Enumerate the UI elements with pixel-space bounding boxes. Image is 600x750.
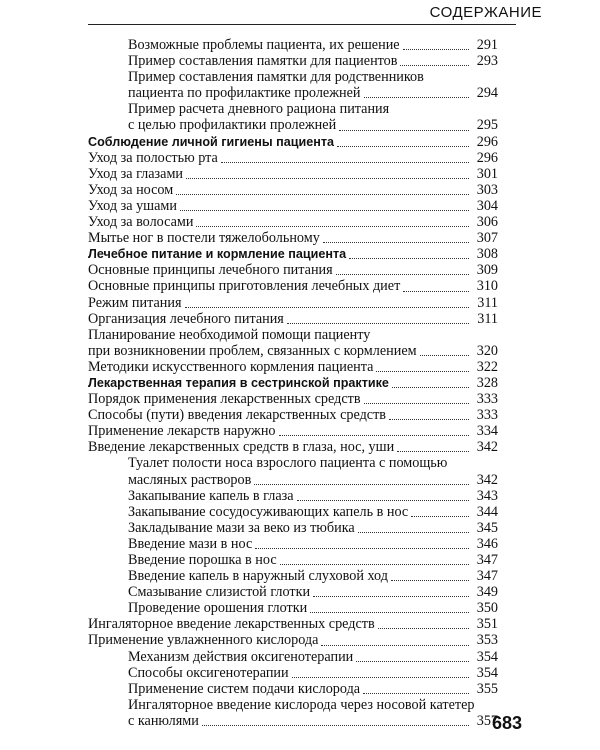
dot-leader: [287, 322, 469, 324]
dot-leader: [255, 547, 469, 549]
toc-entry: [88, 488, 498, 504]
toc-entry-page: 311: [477, 310, 498, 327]
toc-entry: [88, 262, 498, 278]
toc-entry-page: 357: [476, 712, 498, 729]
toc-entry-page: 295: [476, 117, 498, 134]
toc-entry-title: Способы оксигенотерапии: [128, 664, 289, 681]
toc-entry-title: Механизм действия оксигенотерапии: [128, 648, 354, 665]
toc-entry-page: 294: [476, 85, 498, 102]
toc-entry: [88, 632, 498, 648]
toc-entry-page: 334: [476, 423, 498, 440]
toc-entry: [88, 616, 498, 632]
toc-entry: [88, 37, 498, 53]
toc-entry-page: 320: [476, 342, 498, 359]
toc-entry-title: Закапывание капель в глаза: [128, 487, 294, 504]
toc-entry: [88, 552, 498, 568]
toc-entry-title: при возникновении проблем, связанных с кормлением: [88, 342, 417, 359]
dot-leader: [180, 209, 469, 211]
toc-entry-title: Лекарственная терапия в сестринской практике: [88, 375, 389, 390]
toc-entry-title: Введение мази в нос: [128, 535, 253, 552]
toc-entry: [88, 455, 498, 487]
dot-leader: [391, 579, 469, 581]
toc-entry: [88, 198, 498, 214]
dot-leader: [411, 515, 469, 517]
dot-leader: [254, 483, 469, 485]
toc-entry-title: Уход за полостью рта: [88, 149, 218, 166]
dot-leader: [378, 627, 469, 629]
toc-entry-title: Применение систем подачи кислорода: [128, 680, 361, 697]
toc-entry-page: 308: [476, 246, 498, 263]
toc-entry: [88, 359, 498, 375]
toc-entry-title: Введение капель в наружный слуховой ход: [128, 568, 388, 585]
toc-entry-title: Организация лечебного питания: [88, 310, 284, 327]
toc-entry: [88, 69, 498, 101]
toc-entry-page: 343: [476, 487, 498, 504]
toc-entry: [88, 407, 498, 423]
dot-leader: [313, 595, 469, 597]
toc-entry-title: Уход за волосами: [88, 214, 194, 231]
toc-entry-page: 304: [476, 197, 498, 214]
toc-entry-title: Закладывание мази за веко из тюбика: [128, 519, 355, 536]
toc-entry-title: Смазывание слизистой глотки: [128, 584, 311, 601]
toc-entry-title: Введение порошка в нос: [128, 552, 277, 568]
toc-entry-page: 291: [476, 37, 498, 53]
dot-leader: [397, 450, 469, 452]
dot-leader: [349, 257, 469, 259]
toc-entry: [88, 214, 498, 230]
dot-leader: [403, 48, 469, 50]
dot-leader: [339, 129, 469, 131]
dot-leader: [336, 273, 469, 275]
toc-entry: [88, 166, 498, 182]
toc-entry-page: 351: [476, 616, 498, 633]
toc-entry-title: Мытье ног в постели тяжелобольному: [88, 230, 320, 247]
toc-entry: [88, 697, 498, 729]
toc-entry: [88, 423, 498, 439]
dot-leader: [356, 660, 469, 662]
toc-entry-page: 328: [476, 374, 498, 391]
dot-leader: [403, 290, 469, 292]
toc-entry-page: 303: [476, 181, 498, 198]
toc-entry-title: Основные принципы приготовления лечебных диет: [88, 278, 401, 295]
toc-entry: [88, 53, 498, 69]
toc-entry-title: Режим питания: [88, 294, 182, 311]
dot-leader: [358, 531, 469, 533]
toc-entry: [88, 150, 498, 166]
dot-leader: [363, 692, 469, 694]
dot-leader: [400, 64, 469, 66]
toc-entry-page: 306: [476, 214, 498, 231]
toc-entry-first-line: Ингаляторное введение кислорода через носовой катетер: [128, 696, 475, 713]
toc-entry-title: Порядок применения лекарственных средств: [88, 391, 361, 408]
toc-entry: [88, 584, 498, 600]
running-header: СОДЕРЖАНИЕ: [429, 4, 542, 21]
dot-leader: [364, 96, 470, 98]
toc-entry: [88, 311, 498, 327]
dot-leader: [323, 241, 469, 243]
dot-leader: [186, 177, 469, 179]
toc-entry-first-line: Пример составления памятки для родственников: [128, 69, 424, 86]
page-number: 683: [491, 713, 522, 733]
toc-entry-page: 307: [476, 230, 498, 247]
dot-leader: [279, 434, 469, 436]
dot-leader: [376, 370, 469, 372]
toc-entry-title: Применение увлажненного кислорода: [88, 632, 319, 649]
toc-entry-page: 353: [476, 632, 498, 649]
toc-entry-title: масляных растворов: [128, 471, 252, 488]
toc-entry-page: 345: [476, 519, 498, 536]
dot-leader: [202, 724, 469, 726]
dot-leader: [176, 193, 469, 195]
toc-entry: [88, 520, 498, 536]
toc-entry: [88, 665, 498, 681]
toc-entry-page: 293: [476, 53, 498, 70]
toc-entry-title: Пример составления памятки для пациентов: [128, 53, 398, 70]
toc-entry-title: с канюлями: [128, 712, 199, 729]
dot-leader: [185, 306, 470, 308]
toc-entry-title: с целью профилактики пролежней: [128, 117, 337, 134]
toc-entry-page: 349: [476, 584, 498, 601]
dot-leader: [297, 499, 469, 501]
toc-entry-page: 301: [476, 165, 498, 182]
toc-entry: [88, 439, 498, 455]
toc-entry-title: Проведение орошения глотки: [128, 600, 308, 617]
toc-entry-title: Методики искусственного кормления пациента: [88, 358, 374, 375]
toc-entry-page: 311: [477, 294, 498, 311]
toc-entry-page: 309: [476, 262, 498, 279]
toc-entry-page: 354: [476, 648, 498, 665]
toc-entry: [88, 278, 498, 294]
dot-leader: [310, 611, 469, 613]
toc-entry: [88, 134, 498, 150]
toc-entry-first-line: Пример расчета дневного рациона питания: [128, 101, 390, 118]
toc-entry: [88, 681, 498, 697]
toc-entry-page: 342: [476, 439, 498, 456]
toc-entry: [88, 246, 498, 262]
toc-entry-title: Применение лекарств наружно: [88, 423, 276, 440]
dot-leader: [420, 354, 469, 356]
toc-entry-page: 296: [476, 149, 498, 166]
dot-leader: [280, 563, 469, 565]
toc-entry: [88, 375, 498, 391]
toc-entry-first-line: Туалет полости носа взрослого пациента с помощью: [128, 455, 448, 472]
toc-entry-title: Лечебное питание и кормление пациента: [88, 247, 347, 262]
dot-leader: [364, 402, 469, 404]
header-rule: [88, 24, 516, 25]
toc-entry-page: 347: [476, 552, 498, 568]
table-of-contents: [88, 37, 498, 729]
toc-entry-page: 355: [476, 680, 498, 697]
toc-entry-title: Уход за носом: [88, 181, 174, 198]
toc-entry-page: 344: [476, 503, 498, 520]
toc-entry-page: 346: [476, 535, 498, 552]
toc-entry-title: Закапывание сосудосуживающих капель в нос: [128, 503, 409, 520]
toc-entry: [88, 101, 498, 133]
dot-leader: [196, 225, 469, 227]
toc-entry: [88, 295, 498, 311]
dot-leader: [389, 418, 469, 420]
toc-entry-title: Уход за ушами: [88, 197, 177, 214]
toc-entry-title: Соблюдение личной гигиены пациента: [88, 134, 335, 149]
toc-entry-page: 322: [476, 358, 498, 375]
toc-entry-page: 296: [476, 133, 498, 150]
toc-entry: [88, 391, 498, 407]
toc-entry-page: 354: [476, 664, 498, 681]
toc-entry: [88, 568, 498, 584]
toc-entry-title: Уход за глазами: [88, 165, 184, 182]
toc-entry: [88, 182, 498, 198]
toc-entry-title: Основные принципы лечебного питания: [88, 262, 333, 279]
toc-entry: [88, 230, 498, 246]
toc-entry-page: 333: [476, 407, 498, 424]
dot-leader: [337, 145, 469, 147]
toc-entry: [88, 504, 498, 520]
toc-entry-first-line: Планирование необходимой помощи пациенту: [88, 326, 371, 343]
toc-entry-title: Возможные проблемы пациента, их решение: [128, 37, 400, 53]
toc-entry-page: 350: [476, 600, 498, 617]
dot-leader: [292, 676, 469, 678]
toc-entry-title: Способы (пути) введения лекарственных средств: [88, 407, 386, 424]
toc-entry-title: Ингаляторное введение лекарственных средств: [88, 616, 375, 633]
toc-entry-title: Введение лекарственных средств в глаза, нос, уши: [88, 439, 395, 456]
toc-entry: [88, 649, 498, 665]
dot-leader: [392, 386, 469, 388]
dot-leader: [321, 644, 469, 646]
toc-entry-page: 333: [476, 391, 498, 408]
toc-entry-page: 347: [476, 568, 498, 585]
dot-leader: [221, 161, 469, 163]
toc-entry: [88, 327, 498, 359]
toc-entry-page: 342: [476, 471, 498, 488]
toc-entry-page: 310: [476, 278, 498, 295]
toc-entry: [88, 600, 498, 616]
toc-entry-title: пациента по профилактике пролежней: [128, 85, 361, 102]
toc-entry: [88, 536, 498, 552]
